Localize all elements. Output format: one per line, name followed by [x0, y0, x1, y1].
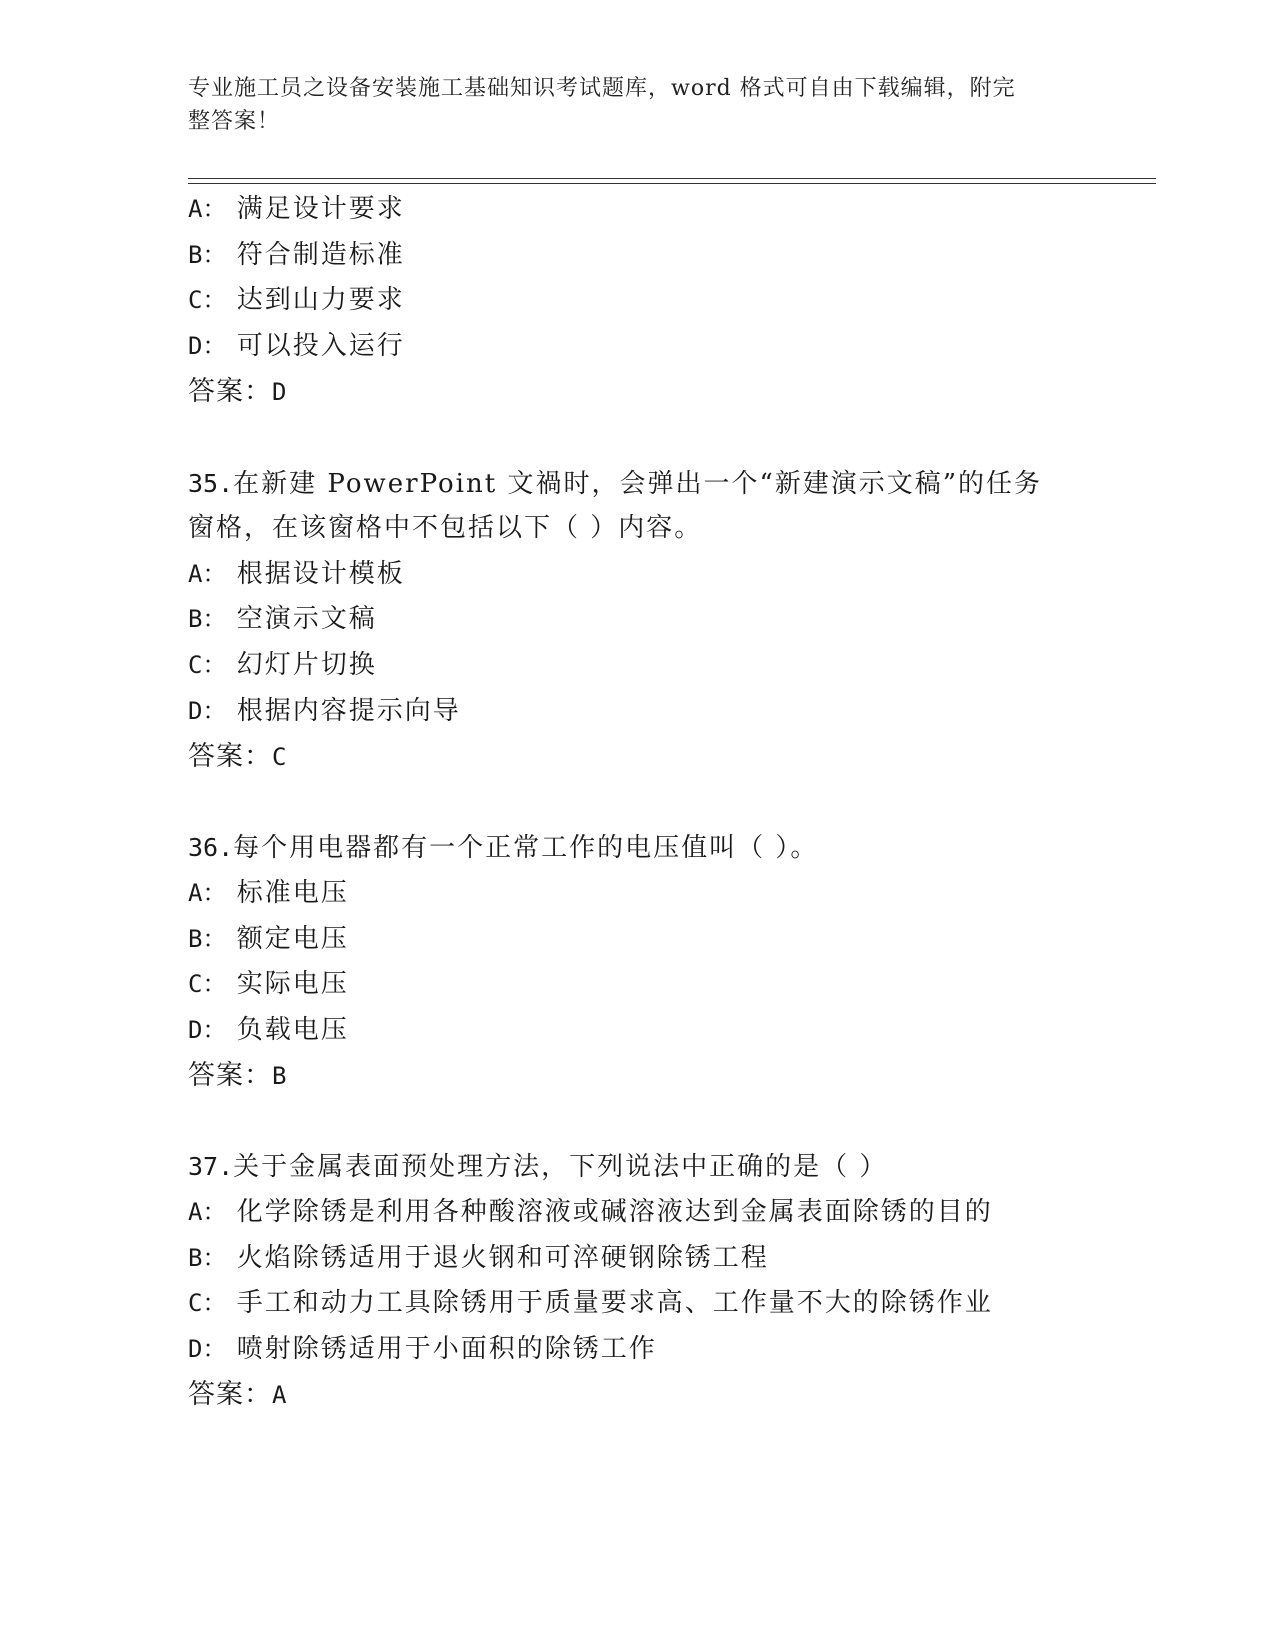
option-c: C： 幻灯片切换: [188, 649, 377, 680]
answer-line: 答案：C: [188, 741, 288, 772]
header-divider-top: [188, 178, 1156, 179]
header-divider-bottom: [188, 183, 1156, 184]
question-stem: 37.关于金属表面预处理方法，下列说法中正确的是（ ）: [188, 1152, 888, 1183]
option-a: A： 化学除锈是利用各种酸溶液或碱溶液达到金属表面除锈的目的: [188, 1197, 993, 1228]
option-a: A： 满足设计要求: [188, 194, 405, 224]
question-35: [188, 461, 1088, 780]
option-c: C： 手工和动力工具除锈用于质量要求高、工作量不大的除锈作业: [188, 1288, 993, 1319]
option-d: D： 负载电压: [188, 1014, 349, 1045]
answer-value: A: [272, 1381, 288, 1410]
spacer: [188, 780, 1088, 826]
spacer: [188, 415, 1088, 461]
answer-value: C: [272, 743, 288, 772]
option-d: D： 喷射除锈适用于小面积的除锈工作: [188, 1333, 657, 1364]
answer-value: B: [272, 1062, 288, 1091]
answer-line: 答案：A: [188, 1379, 288, 1410]
question-34: [188, 187, 1088, 415]
spacer: [188, 1099, 1088, 1145]
question-list: [188, 187, 1088, 1418]
option-c: C： 实际电压: [188, 969, 349, 1000]
header-line-2: 整答案！: [188, 109, 281, 134]
question-36: [188, 825, 1088, 1099]
header-line-1: 专业施工员之设备安装施工基础知识考试题库，word 格式可自由下载编辑，附完: [188, 76, 1016, 101]
option-d: D： 可以投入运行: [188, 330, 405, 361]
question-stem: 35.在新建 PowerPoint 文禍时，会弹出一个“新建演示文稿”的任务: [188, 468, 1043, 499]
option-b: B： 火焰除锈适用于退火钢和可淬硬钢除锈工程: [188, 1242, 769, 1273]
option-a: A： 根据设计模板: [188, 558, 405, 589]
answer-value: D: [272, 378, 288, 407]
document-header: [188, 72, 1068, 138]
option-b: B： 符合制造标准: [188, 239, 405, 270]
option-b: B： 额定电压: [188, 923, 349, 954]
question-37: [188, 1144, 1088, 1418]
option-b: B： 空演示文稿: [188, 604, 377, 635]
option-d: D： 根据内容提示向导: [188, 695, 461, 726]
question-stem-continued: 窗格，在该窗格中不包括以下（ ）内容。: [188, 513, 703, 544]
answer-line: 答案：D: [188, 376, 288, 407]
answer-line: 答案：B: [188, 1060, 288, 1091]
question-stem: 36.每个用电器都有一个正常工作的电压值叫（ ）。: [188, 833, 819, 864]
option-a: A： 标准电压: [188, 877, 349, 908]
option-c: C： 达到山力要求: [188, 285, 405, 316]
